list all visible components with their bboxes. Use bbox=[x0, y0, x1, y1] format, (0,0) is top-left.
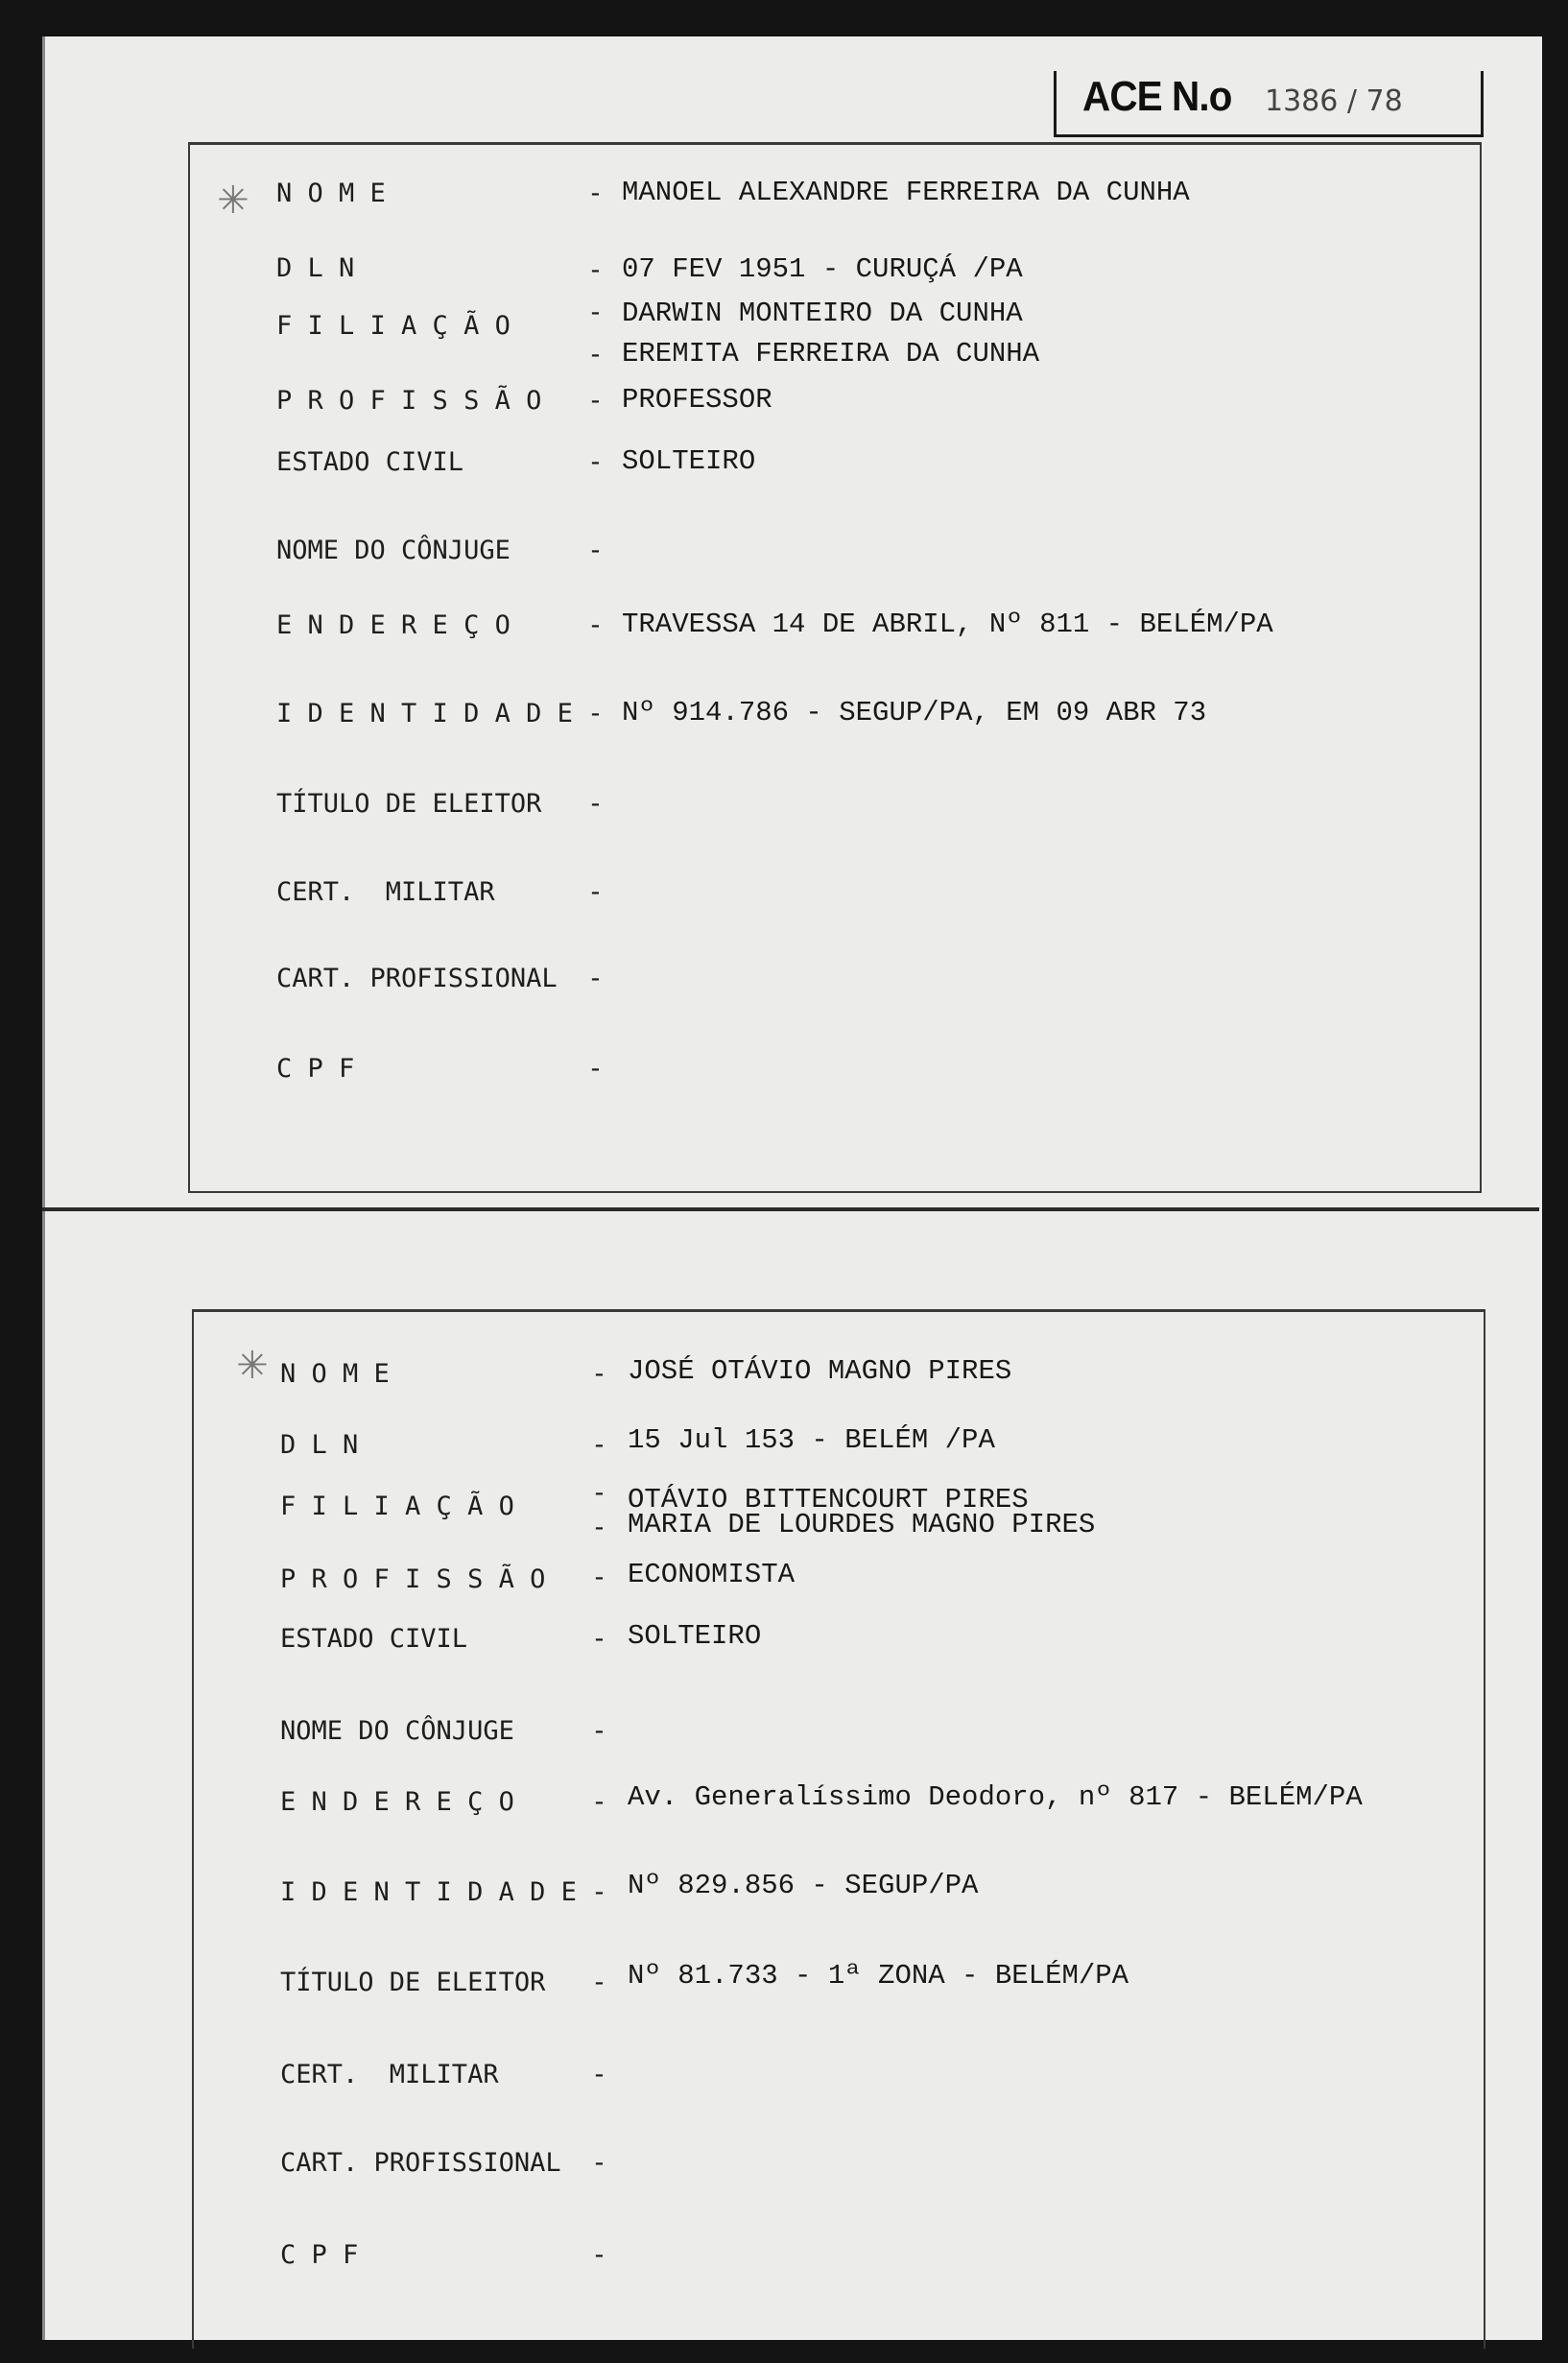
separator: - bbox=[587, 253, 604, 285]
label-estado-civil: ESTADO CIVIL bbox=[276, 447, 464, 477]
value-filiacao-2: EREMITA FERREIRA DA CUNHA bbox=[622, 338, 1040, 370]
label-filiacao: F I L I A Ç Ã O bbox=[280, 1492, 514, 1521]
label-estado-civil: ESTADO CIVIL bbox=[280, 1624, 468, 1654]
separator: - bbox=[587, 445, 604, 477]
label-cart-profissional: CART. PROFISSIONAL bbox=[276, 964, 558, 993]
record-card-2 bbox=[192, 1309, 1485, 2349]
label-identidade: I D E N T I D A D E bbox=[276, 699, 573, 728]
value-profissao: PROFESSOR bbox=[622, 384, 772, 416]
separator: - bbox=[591, 2146, 607, 2178]
separator: - bbox=[587, 875, 604, 907]
separator: - bbox=[587, 338, 604, 370]
ace-number: 1386 / 78 bbox=[1265, 84, 1403, 118]
label-endereco: E N D E R E Ç O bbox=[276, 610, 511, 640]
value-estado-civil: SOLTEIRO bbox=[628, 1620, 762, 1652]
separator: - bbox=[587, 1052, 604, 1084]
separator: - bbox=[587, 177, 604, 208]
value-filiacao-1: DARWIN MONTEIRO DA CUNHA bbox=[622, 298, 1023, 329]
label-nome: N O M E bbox=[280, 1359, 390, 1389]
label-identidade: I D E N T I D A D E bbox=[280, 1877, 577, 1907]
separator: - bbox=[591, 1511, 607, 1542]
label-filiacao: F I L I A Ç Ã O bbox=[276, 311, 511, 341]
label-cart-profissional: CART. PROFISSIONAL bbox=[280, 2148, 561, 2178]
separator: - bbox=[591, 2238, 607, 2270]
label-nome: N O M E bbox=[276, 179, 386, 208]
separator: - bbox=[587, 787, 604, 819]
value-nome: JOSÉ OTÁVIO MAGNO PIRES bbox=[628, 1355, 1012, 1387]
label-endereco: E N D E R E Ç O bbox=[280, 1787, 514, 1817]
separator: - bbox=[587, 534, 604, 565]
label-profissao: P R O F I S S Ã O bbox=[280, 1564, 546, 1594]
separator: - bbox=[591, 1875, 607, 1907]
value-estado-civil: SOLTEIRO bbox=[622, 445, 756, 477]
label-cert-militar: CERT. MILITAR bbox=[276, 877, 495, 907]
label-dln: D L N bbox=[276, 253, 355, 283]
value-profissao: ECONOMISTA bbox=[628, 1559, 796, 1590]
asterisk-mark-icon: ✳ bbox=[217, 179, 249, 223]
separator: - bbox=[591, 1785, 607, 1817]
value-identidade: Nº 829.856 - SEGUP/PA bbox=[628, 1870, 979, 1901]
separator: - bbox=[591, 1428, 607, 1460]
value-endereco: TRAVESSA 14 DE ABRIL, Nº 811 - BELÉM/PA bbox=[622, 609, 1273, 640]
separator: - bbox=[587, 697, 604, 728]
label-dln: D L N bbox=[280, 1430, 359, 1460]
separator: - bbox=[591, 1357, 607, 1389]
label-cert-militar: CERT. MILITAR bbox=[280, 2060, 499, 2089]
label-nome-conjuge: NOME DO CÔNJUGE bbox=[276, 536, 511, 565]
label-titulo-eleitor: TÍTULO DE ELEITOR bbox=[280, 1968, 546, 1997]
value-filiacao-2: MARIA DE LOURDES MAGNO PIRES bbox=[628, 1509, 1096, 1540]
separator: - bbox=[591, 1561, 607, 1592]
asterisk-mark-icon: ✳ bbox=[236, 1344, 269, 1388]
separator: - bbox=[587, 609, 604, 640]
ace-label: ACE N.o bbox=[1082, 73, 1232, 120]
value-endereco: Av. Generalíssimo Deodoro, nº 817 - BELÉM/PA bbox=[628, 1781, 1363, 1813]
label-cpf: C P F bbox=[280, 2240, 359, 2270]
separator: - bbox=[591, 1476, 607, 1508]
value-dln: 15 Jul 153 - BELÉM /PA bbox=[628, 1424, 995, 1456]
separator: - bbox=[587, 384, 604, 416]
label-cpf: C P F bbox=[276, 1054, 355, 1084]
separator: - bbox=[587, 296, 604, 327]
value-titulo-eleitor: Nº 81.733 - 1ª ZONA - BELÉM/PA bbox=[628, 1960, 1129, 1992]
value-dln: 07 FEV 1951 - CURUÇÁ /PA bbox=[622, 253, 1023, 285]
value-nome: MANOEL ALEXANDRE FERREIRA DA CUNHA bbox=[622, 177, 1190, 208]
separator: - bbox=[591, 2058, 607, 2089]
separator: - bbox=[591, 1622, 607, 1654]
separator: - bbox=[591, 1714, 607, 1746]
separator: - bbox=[587, 962, 604, 993]
value-identidade: Nº 914.786 - SEGUP/PA, EM 09 ABR 73 bbox=[622, 697, 1207, 728]
label-titulo-eleitor: TÍTULO DE ELEITOR bbox=[276, 789, 542, 819]
label-profissao: P R O F I S S Ã O bbox=[276, 386, 542, 416]
label-nome-conjuge: NOME DO CÔNJUGE bbox=[280, 1716, 514, 1746]
separator: - bbox=[591, 1966, 607, 1997]
value-filiacao-1: OTÁVIO BITTENCOURT PIRES bbox=[628, 1484, 1029, 1516]
sheet-divider bbox=[42, 1207, 1539, 1211]
